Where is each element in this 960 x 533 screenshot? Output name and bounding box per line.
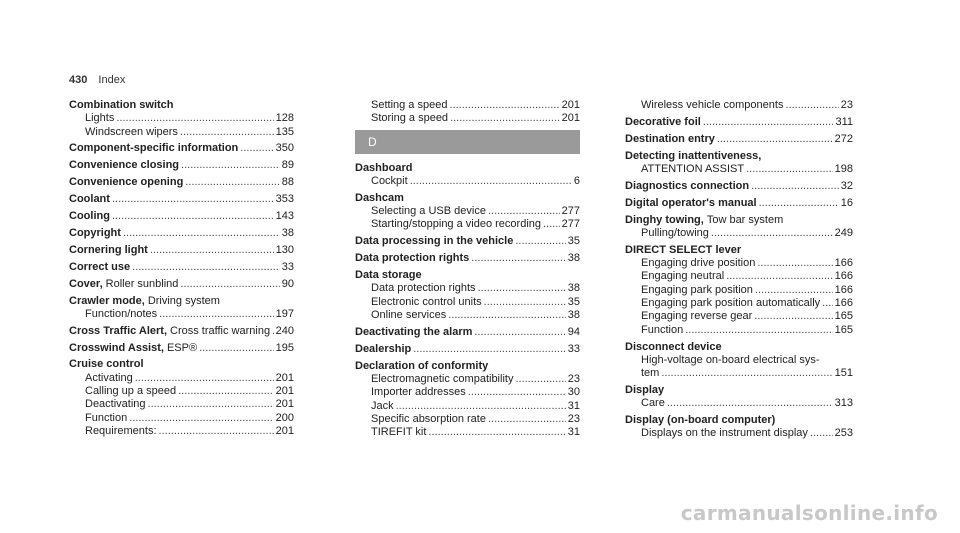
entry-heading[interactable] [69,244,294,257]
dot-leaders [484,296,566,309]
subentry-text: Calling up a speed [85,385,177,398]
entry-heading [355,162,580,175]
subentry-text: Starting/stopping a video recording [371,218,541,231]
page-reference[interactable]: 166 [834,270,853,283]
index-subentry[interactable] [625,227,853,240]
subentry-text: Function [641,323,684,336]
dot-leaders [159,425,274,438]
entry-term: Disconnect device [625,340,722,353]
page-reference[interactable]: 272 [834,132,853,145]
index-entry [69,244,294,257]
index-entry [69,358,294,438]
page-reference[interactable]: 35 [567,235,580,248]
entry-term: Cover, [69,277,103,290]
index-entry [625,197,853,210]
index-subentry[interactable] [69,372,294,385]
dot-leaders [515,373,565,386]
subentry-text: Deactivating [85,398,146,411]
index-subentry[interactable] [69,425,294,438]
dot-leaders [396,400,566,413]
entry-heading[interactable] [69,159,294,172]
entry-heading[interactable] [625,197,853,210]
entry-term: Decorative foil [625,115,701,128]
dot-leaders [746,163,833,176]
index-entry [625,244,853,337]
index-subentry[interactable] [625,324,853,337]
entry-term: Copyright [69,226,121,239]
entry-heading[interactable] [625,116,853,129]
subentry-text: Requirements: [85,424,157,437]
entry-heading [355,192,580,205]
entry-term: Dashboard [355,161,413,174]
page-reference[interactable]: 151 [834,367,853,380]
entry-heading[interactable] [69,176,294,189]
index-subentry[interactable] [69,308,294,321]
watermark-logo: carmanualsonline.info [680,501,938,525]
index-column-3 [625,99,853,444]
index-entry [355,360,580,440]
index-entry [355,269,580,322]
dot-leaders [757,257,832,270]
index-subentry[interactable] [69,412,294,425]
entry-heading[interactable] [69,278,294,291]
entry-term: Destination entry [625,132,715,145]
index-entry [625,116,853,129]
entry-qualifier: ESP® [166,341,198,354]
dot-leaders [159,308,273,321]
page-reference[interactable]: 38 [567,252,580,265]
dot-leaders [717,133,833,146]
entry-heading[interactable] [69,227,294,240]
dot-leaders [685,324,832,337]
index-entry [69,210,294,223]
entry-term: DIRECT SELECT lever [625,243,742,256]
page-reference[interactable]: 23 [840,99,853,111]
entry-qualifier: Driving system [147,294,220,307]
subentry-text: Activating [85,371,133,384]
entry-term: Data processing in the vehicle [355,235,514,248]
entry-term: Convenience closing [69,159,180,172]
entry-heading[interactable] [355,326,580,339]
index-entry [69,176,294,189]
page-reference[interactable]: 240 [275,324,294,337]
index-subentry[interactable] [625,297,853,310]
entry-heading[interactable] [355,343,580,356]
index-subentry[interactable] [625,397,853,410]
index-entry [355,235,580,248]
page-reference[interactable]: 6 [573,174,580,187]
subentry-text: Jack [371,399,394,412]
index-subentry[interactable] [625,257,853,270]
index-subentry[interactable] [625,367,853,380]
dot-leaders [726,270,832,283]
index-entry [625,150,853,177]
dot-leaders [488,413,566,426]
page-reference[interactable]: 35 [567,295,580,308]
page-reference[interactable]: 311 [835,115,853,128]
subentry-text: Function/notes [85,307,158,320]
page-reference[interactable]: 166 [834,297,853,310]
page-reference[interactable]: 201 [275,385,294,398]
index-subentry[interactable] [625,284,853,297]
dot-leaders [755,284,833,297]
dot-leaders [150,244,274,257]
dot-leaders [116,112,273,125]
page-reference[interactable]: 249 [834,226,853,239]
page-reference[interactable]: 201 [275,424,294,437]
page-reference[interactable]: 350 [275,142,294,155]
page-reference[interactable]: 38 [567,308,580,321]
entry-term: Correct use [69,260,131,273]
index-entry [355,162,580,189]
dot-leaders [135,372,274,385]
subentry-text: Lights [85,112,115,125]
entry-term: Display [625,383,665,396]
entry-term: Declaration of conformity [355,359,489,372]
index-entry [355,252,580,265]
page-reference[interactable]: 201 [561,99,580,111]
index-subentry[interactable] [355,205,580,218]
entry-term: Crawler mode, [69,294,145,307]
dot-leaders [112,210,274,223]
index-column-1 [69,99,294,442]
index-subentry[interactable] [69,112,294,125]
subentry-text: Wireless vehicle components [641,99,784,111]
page-reference[interactable]: 166 [834,283,853,296]
index-subentry[interactable] [355,426,580,439]
dot-leaders [410,175,572,188]
dot-leaders [661,367,832,380]
page-reference[interactable]: 200 [275,411,294,424]
index-entry [69,193,294,206]
index-entry [625,99,853,112]
entry-heading[interactable] [355,252,580,265]
index-entry [355,99,580,126]
index-entry [355,326,580,339]
entry-term: Display (on-board computer) [625,414,776,427]
page-reference[interactable]: 30 [567,386,580,399]
index-entry [69,227,294,240]
entry-heading[interactable] [69,210,294,223]
index-entry [69,261,294,274]
index-subentry[interactable] [355,282,580,295]
page-reference[interactable]: 94 [567,325,580,338]
index-subentry[interactable] [625,99,853,112]
page-reference[interactable]: 201 [275,371,294,384]
subentry-text: Engaging drive position [641,257,756,270]
entry-heading[interactable] [69,193,294,206]
entry-heading[interactable] [355,235,580,248]
page-reference[interactable]: 31 [567,426,580,439]
entry-term: Diagnostics connection [625,179,750,192]
dot-leaders [822,297,832,310]
page-reference[interactable]: 88 [281,176,294,189]
subentry-text: Importer addresses [371,386,466,399]
entry-heading[interactable] [69,142,294,155]
page-reference[interactable]: 90 [281,277,294,290]
entry-heading [69,358,294,371]
entry-term: Detecting inattentiveness, [625,149,762,162]
subentry-text: Pulling/towing [641,226,709,239]
subentry-text: Cockpit [371,174,408,187]
index-entry [69,295,294,322]
index-entry [625,384,853,411]
entry-heading [625,384,853,397]
subentry-text: Setting a speed [371,99,448,111]
entry-qualifier: Roller sunblind [105,277,179,290]
page-reference[interactable]: 89 [281,159,294,172]
entry-heading[interactable] [69,342,294,355]
page-header [69,74,125,86]
page-reference[interactable]: 195 [275,341,294,354]
index-subentry[interactable] [355,309,580,322]
page-reference[interactable]: 32 [840,179,853,192]
page-reference[interactable]: 23 [567,372,580,385]
dot-leaders [129,412,273,425]
dot-leaders [413,343,566,356]
entry-heading [69,99,294,112]
entry-qualifier: Tow bar system [706,213,784,226]
subentry-text: TIREFIT kit [371,426,427,439]
page-reference[interactable]: 143 [275,210,294,223]
index-subentry[interactable] [625,427,853,440]
page-reference[interactable]: 197 [275,307,294,320]
index-entry [625,214,853,241]
subentry-text: Engaging neutral [641,270,725,283]
index-entry [69,99,294,139]
entry-term: Cornering light [69,243,148,256]
page-reference[interactable]: 23 [567,412,580,425]
entry-term: Digital operator's manual [625,196,757,209]
dot-leaders [185,176,279,189]
entry-qualifier: Cross traffic warning [170,324,271,337]
index-entry [69,325,294,338]
dot-leaders [754,310,832,323]
index-entry [625,133,853,146]
page-reference[interactable]: 33 [281,260,294,273]
subentry-text: Engaging park position [641,283,753,296]
dot-leaders [751,180,839,193]
entry-term: Dealership [355,342,412,355]
index-entry [625,341,853,381]
index-subentry[interactable] [69,126,294,139]
index-column-2 [355,99,580,443]
dot-leaders [478,282,566,295]
subentry-text: Displays on the instrument display [641,427,808,440]
dot-leaders [448,309,566,322]
dot-leaders [667,397,833,410]
index-entry [355,192,580,232]
dot-leaders [428,426,565,439]
index-subentry[interactable] [355,218,580,231]
page-reference[interactable]: 313 [834,397,853,410]
entry-heading[interactable] [69,261,294,274]
subentry-text: Selecting a USB device [371,205,486,218]
index-entry [625,414,853,441]
index-entry [355,343,580,356]
index-entry [69,342,294,355]
page-reference[interactable]: 166 [834,257,853,270]
page-reference[interactable]: 253 [834,427,853,440]
subentry-text: Care [641,397,665,410]
entry-term: Data storage [355,269,422,282]
dot-leaders [810,427,833,440]
index-subentry[interactable] [69,398,294,411]
page-reference[interactable]: 277 [561,205,580,218]
dot-leaders [471,252,565,265]
dot-leaders [180,278,279,291]
page-reference[interactable]: 277 [561,218,580,231]
subentry-text: ATTENTION ASSIST [641,162,745,175]
page-reference[interactable]: 16 [840,196,853,209]
page-reference[interactable]: 201 [275,398,294,411]
index-subentry[interactable] [355,400,580,413]
index-subentry[interactable] [355,386,580,399]
subentry-text: Engaging reverse gear [641,310,753,323]
dot-leaders [181,159,280,172]
page-reference[interactable]: 33 [567,342,580,355]
dot-leaders [450,112,560,125]
page-title: Index [98,74,126,86]
entry-heading [355,269,580,282]
entry-term: Cruise control [69,358,144,371]
dot-leaders [711,227,833,240]
dot-leaders [180,126,274,139]
index-subentry[interactable] [355,296,580,309]
dot-leaders [468,386,566,399]
page-reference[interactable]: 38 [281,226,294,239]
index-entry [69,142,294,155]
dot-leaders [474,326,565,339]
subentry-text: tem [641,367,660,380]
entry-heading[interactable] [625,133,853,146]
subentry-text: Storing a speed [371,112,449,125]
page-reference[interactable]: 198 [834,162,853,175]
index-subentry[interactable] [355,373,580,386]
index-subentry[interactable] [355,175,580,188]
dot-leaders [199,342,274,355]
dot-leaders [488,205,560,218]
entry-term: Deactivating the alarm [355,325,473,338]
subentry-text: Data protection rights [371,282,476,295]
subentry-text: Engaging park position automatically [641,297,821,310]
entry-heading [625,244,853,257]
index-entry [69,159,294,172]
entry-term: Cooling [69,210,110,223]
page-reference[interactable]: 38 [567,282,580,295]
index-subentry[interactable] [625,163,853,176]
dot-leaders [785,99,838,112]
dot-leaders [515,235,565,248]
dot-leaders [123,227,280,240]
entry-heading [625,150,853,163]
page-reference[interactable]: 201 [561,112,580,125]
index-subentry[interactable] [355,112,580,125]
entry-term: Data protection rights [355,252,470,265]
dot-leaders [759,197,839,210]
dot-leaders [132,261,280,274]
entry-term: Cross Traffic Alert, [69,324,168,337]
entry-term: Component-specific information [69,142,239,155]
subentry-wrapped-line: High-voltage on-board electrical sys- [641,353,820,366]
dot-leaders [240,142,273,155]
index-subentry[interactable] [625,310,853,323]
page-reference[interactable]: 128 [275,112,294,125]
page-reference[interactable]: 165 [834,323,853,336]
dot-leaders [112,193,274,206]
index-subentry[interactable] [355,99,580,112]
entry-heading [69,295,294,308]
entry-heading [625,341,853,354]
page-number: 430 [69,74,88,86]
page-reference[interactable]: 31 [567,399,580,412]
subentry-text: Windscreen wipers [85,125,178,138]
dot-leaders [449,99,559,112]
page-reference[interactable]: 165 [834,310,853,323]
entry-term: Combination switch [69,99,174,111]
entry-term: Dashcam [355,191,404,204]
entry-heading [355,360,580,373]
subentry-text: Specific absorption rate [371,412,486,425]
entry-term: Crosswind Assist, [69,341,164,354]
dot-leaders [543,218,560,231]
entry-term: Coolant [69,193,110,206]
entry-heading [625,214,853,227]
subentry-text: Online services [371,308,447,321]
index-entry [625,180,853,193]
index-subentry[interactable] [69,385,294,398]
index-subentry[interactable] [355,413,580,426]
subentry-text: Function [85,411,128,424]
entry-term: Convenience opening [69,176,184,189]
subentry-text: Electromagnetic compatibility [371,372,514,385]
dot-leaders [703,116,834,129]
entry-term: Dinghy towing, [625,213,704,226]
subentry-text: Electronic control units [371,295,482,308]
dot-leaders [272,325,274,338]
page-reference[interactable]: 130 [275,243,294,256]
page-reference[interactable]: 135 [275,125,294,138]
dot-leaders [178,385,274,398]
page-reference[interactable]: 353 [275,193,294,206]
entry-heading[interactable] [625,180,853,193]
index-entry [69,278,294,291]
section-letter: D [355,130,580,154]
entry-heading [625,414,853,427]
dot-leaders [148,398,274,411]
index-subentry[interactable] [625,270,853,283]
entry-heading[interactable] [69,325,294,338]
